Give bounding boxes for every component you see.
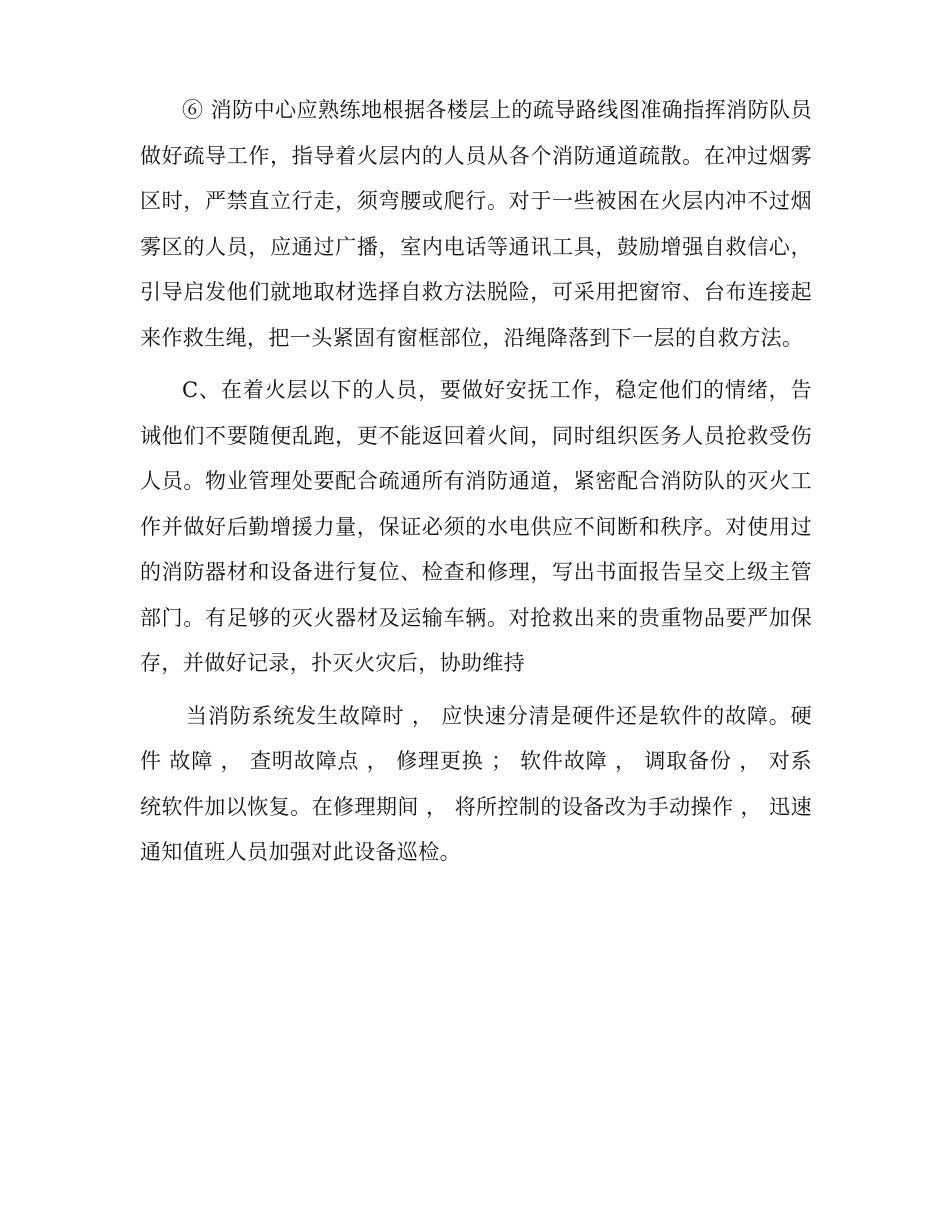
paragraph-lower-floor-personnel: C、在着火层以下的人员，要做好安抚工作，稳定他们的情绪，告诫他们不要随便乱跑，更不能返回着火间，同时组织医务人员抢救受伤人员。物业管理处要配合疏通所有消防通道，紧密配合消防队的灭火工作并做好后勤增援力量，保证必须的水电供应不间断和秩序。对使用过的消防器材和设备进行复位、检查和修理，写出书面报告呈交上级主管部门。有足够的灭火器材及运输车辆。对抢救出来的贵重物品要严加保存，并做好记录，扑灭火灾后，协助维持: [140, 378, 812, 675]
paragraph-evacuation-guidance: ⑥ 消防中心应熟练地根据各楼层上的疏导路线图准确指挥消防队员做好疏导工作，指导着火层内的人员从各个消防通道疏散。在冲过烟雾区时，严禁直立行走，须弯腰或爬行。对于一些被困在火层内冲不过烟雾区的人员，应通过广播，室内电话等通讯工具，鼓励增强自救信心，引导启发他们就地取材选择自救方法脱险，可采用把窗帘、台布连接起来作救生绳，把一头紧固有窗框部位，沿绳降落到下一层的自救方法。: [140, 98, 812, 350]
document-body: [140, 88, 812, 883]
paragraph-system-fault-handling: 当消防系统发生故障时 ， 应快速分清是硬件还是软件的故障。硬件 故障 ， 查明故障点 ， 修理更换 ； 软件故障 ， 调取备份 ， 对系统软件加以恢复。在修理期间 ， 将所控制的设备改为手动操作 ， 迅速通知值班人员加强对此设备巡检。: [140, 703, 812, 864]
